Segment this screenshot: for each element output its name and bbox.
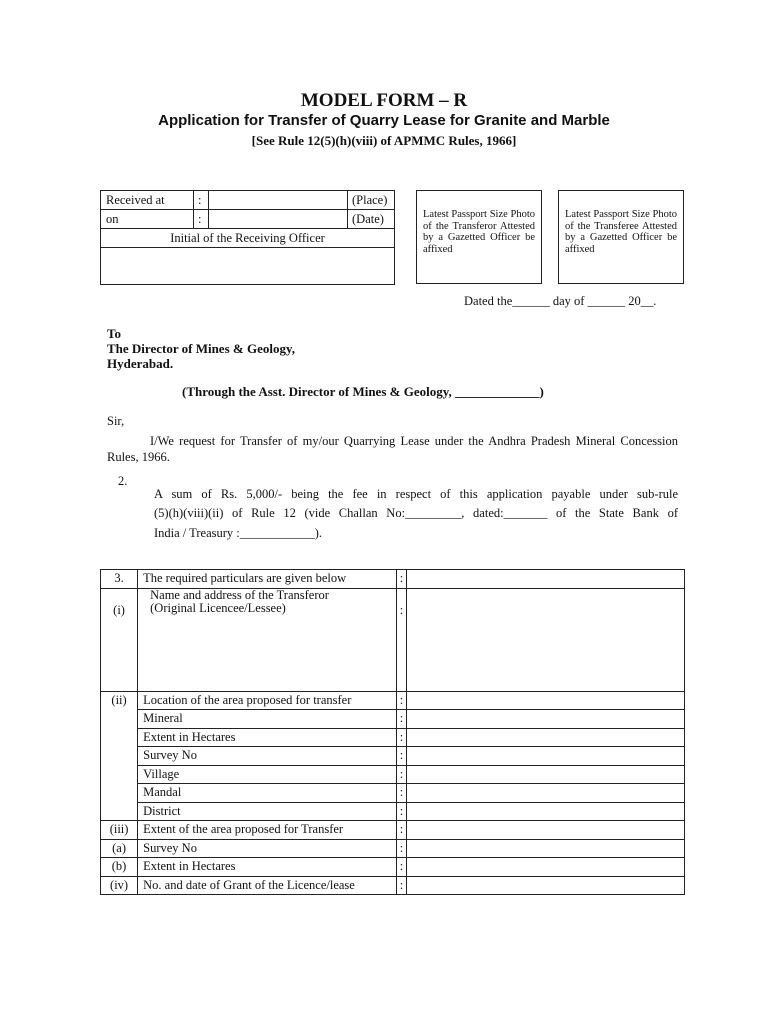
colon: : — [397, 691, 407, 710]
colon: : — [397, 876, 407, 895]
initial-field[interactable] — [101, 248, 395, 285]
date-label: (Date) — [348, 210, 395, 229]
grant-field[interactable] — [407, 876, 685, 895]
mineral-field[interactable] — [407, 710, 685, 729]
transferor-address-field[interactable] — [407, 588, 685, 691]
table-row — [101, 858, 685, 877]
value-field[interactable] — [407, 821, 685, 840]
row-number: 3. — [101, 570, 138, 589]
address-line-2: Hyderabad. — [107, 356, 174, 371]
para2-line-1: A sum of Rs. 5,000/- being the fee in respect of this application payable under sub-rule — [154, 487, 678, 501]
colon: : — [397, 821, 407, 840]
date-field[interactable] — [209, 210, 348, 229]
table-row — [101, 710, 685, 729]
para2-line-2: (5)(h)(viii)(ii) of Rule 12 (vide Challan No:_________, dated:_______ of the State Bank of — [154, 506, 678, 520]
row-description: The required particulars are given below — [138, 570, 397, 589]
table-row — [101, 821, 685, 840]
particulars-table — [100, 569, 685, 895]
row-number: (ii) — [101, 691, 138, 710]
row-description: Extent of the area proposed for Transfer — [138, 821, 397, 840]
row-description: Village — [138, 765, 397, 784]
table-row — [101, 691, 685, 710]
colon: : — [397, 802, 407, 821]
district-field[interactable] — [407, 802, 685, 821]
colon: : — [397, 570, 407, 589]
request-paragraph: I/We request for Transfer of my/our Quarrying Lease under the Andhra Pradesh Mineral Concession Rules, 1966. — [107, 434, 678, 464]
extent-field[interactable] — [407, 728, 685, 747]
value-field[interactable] — [407, 570, 685, 589]
row-description: Extent in Hectares — [138, 728, 397, 747]
transferor-sublabel: (Original Licencee/Lessee) — [150, 600, 286, 615]
to-label: To — [107, 326, 121, 341]
through-line: (Through the Asst. Director of Mines & Geology, _____________) — [182, 384, 544, 399]
transferor-photo-box: Latest Passport Size Photo of the Transferor Attested by a Gazetted Officer be affixed — [416, 190, 542, 284]
table-row — [101, 728, 685, 747]
colon: : — [194, 210, 209, 229]
table-row — [101, 802, 685, 821]
transfer-extent-field[interactable] — [407, 858, 685, 877]
table-row — [101, 747, 685, 766]
para2-number: 2. — [118, 474, 128, 488]
value-field[interactable] — [407, 691, 685, 710]
row-number: (b) — [101, 858, 138, 877]
receipt-table — [100, 190, 395, 285]
colon: : — [194, 191, 209, 210]
salutation: Sir, — [107, 414, 125, 428]
colon: : — [397, 728, 407, 747]
form-subtitle: Application for Transfer of Quarry Lease for Granite and Marble — [158, 112, 610, 129]
table-row — [101, 570, 685, 589]
row-description: Extent in Hectares — [138, 858, 397, 877]
table-row — [101, 588, 685, 691]
colon: : — [397, 839, 407, 858]
received-at-label: Received at — [101, 191, 194, 210]
village-field[interactable] — [407, 765, 685, 784]
row-description: Mandal — [138, 784, 397, 803]
on-label: on — [101, 210, 194, 229]
colon: : — [397, 710, 407, 729]
row-description: No. and date of Grant of the Licence/lease — [138, 876, 397, 895]
row-description: Mineral — [138, 710, 397, 729]
rule-reference: [See Rule 12(5)(h)(viii) of APMMC Rules, 1966] — [251, 133, 517, 148]
table-row — [101, 839, 685, 858]
place-field[interactable] — [209, 191, 348, 210]
colon: : — [397, 858, 407, 877]
row-description: Survey No — [138, 839, 397, 858]
table-row — [101, 876, 685, 895]
colon: : — [397, 784, 407, 803]
row-description: District — [138, 802, 397, 821]
row-number: (iv) — [101, 876, 138, 895]
para2-line-3: India / Treasury :____________). — [154, 526, 323, 540]
colon: : — [397, 747, 407, 766]
row-description — [138, 588, 397, 691]
survey-no-field[interactable] — [407, 747, 685, 766]
transferor-label: Name and address of the Transferor — [150, 587, 329, 602]
row-number: (i) — [101, 588, 138, 691]
address-line-1: The Director of Mines & Geology, — [107, 341, 295, 356]
form-title: MODEL FORM – R — [300, 90, 468, 111]
row-number: (a) — [101, 839, 138, 858]
dated-line: Dated the______ day of ______ 20__. — [464, 294, 657, 308]
transferee-photo-box: Latest Passport Size Photo of the Transferee Attested by a Gazetted Officer be affixed — [558, 190, 684, 284]
row-number: (iii) — [101, 821, 138, 840]
row-description: Survey No — [138, 747, 397, 766]
row-description: Location of the area proposed for transfer — [138, 691, 397, 710]
colon: : — [397, 588, 407, 691]
transfer-survey-no-field[interactable] — [407, 839, 685, 858]
colon: : — [397, 765, 407, 784]
initial-label: Initial of the Receiving Officer — [101, 229, 395, 248]
place-label: (Place) — [348, 191, 395, 210]
table-row — [101, 765, 685, 784]
table-row — [101, 784, 685, 803]
mandal-field[interactable] — [407, 784, 685, 803]
